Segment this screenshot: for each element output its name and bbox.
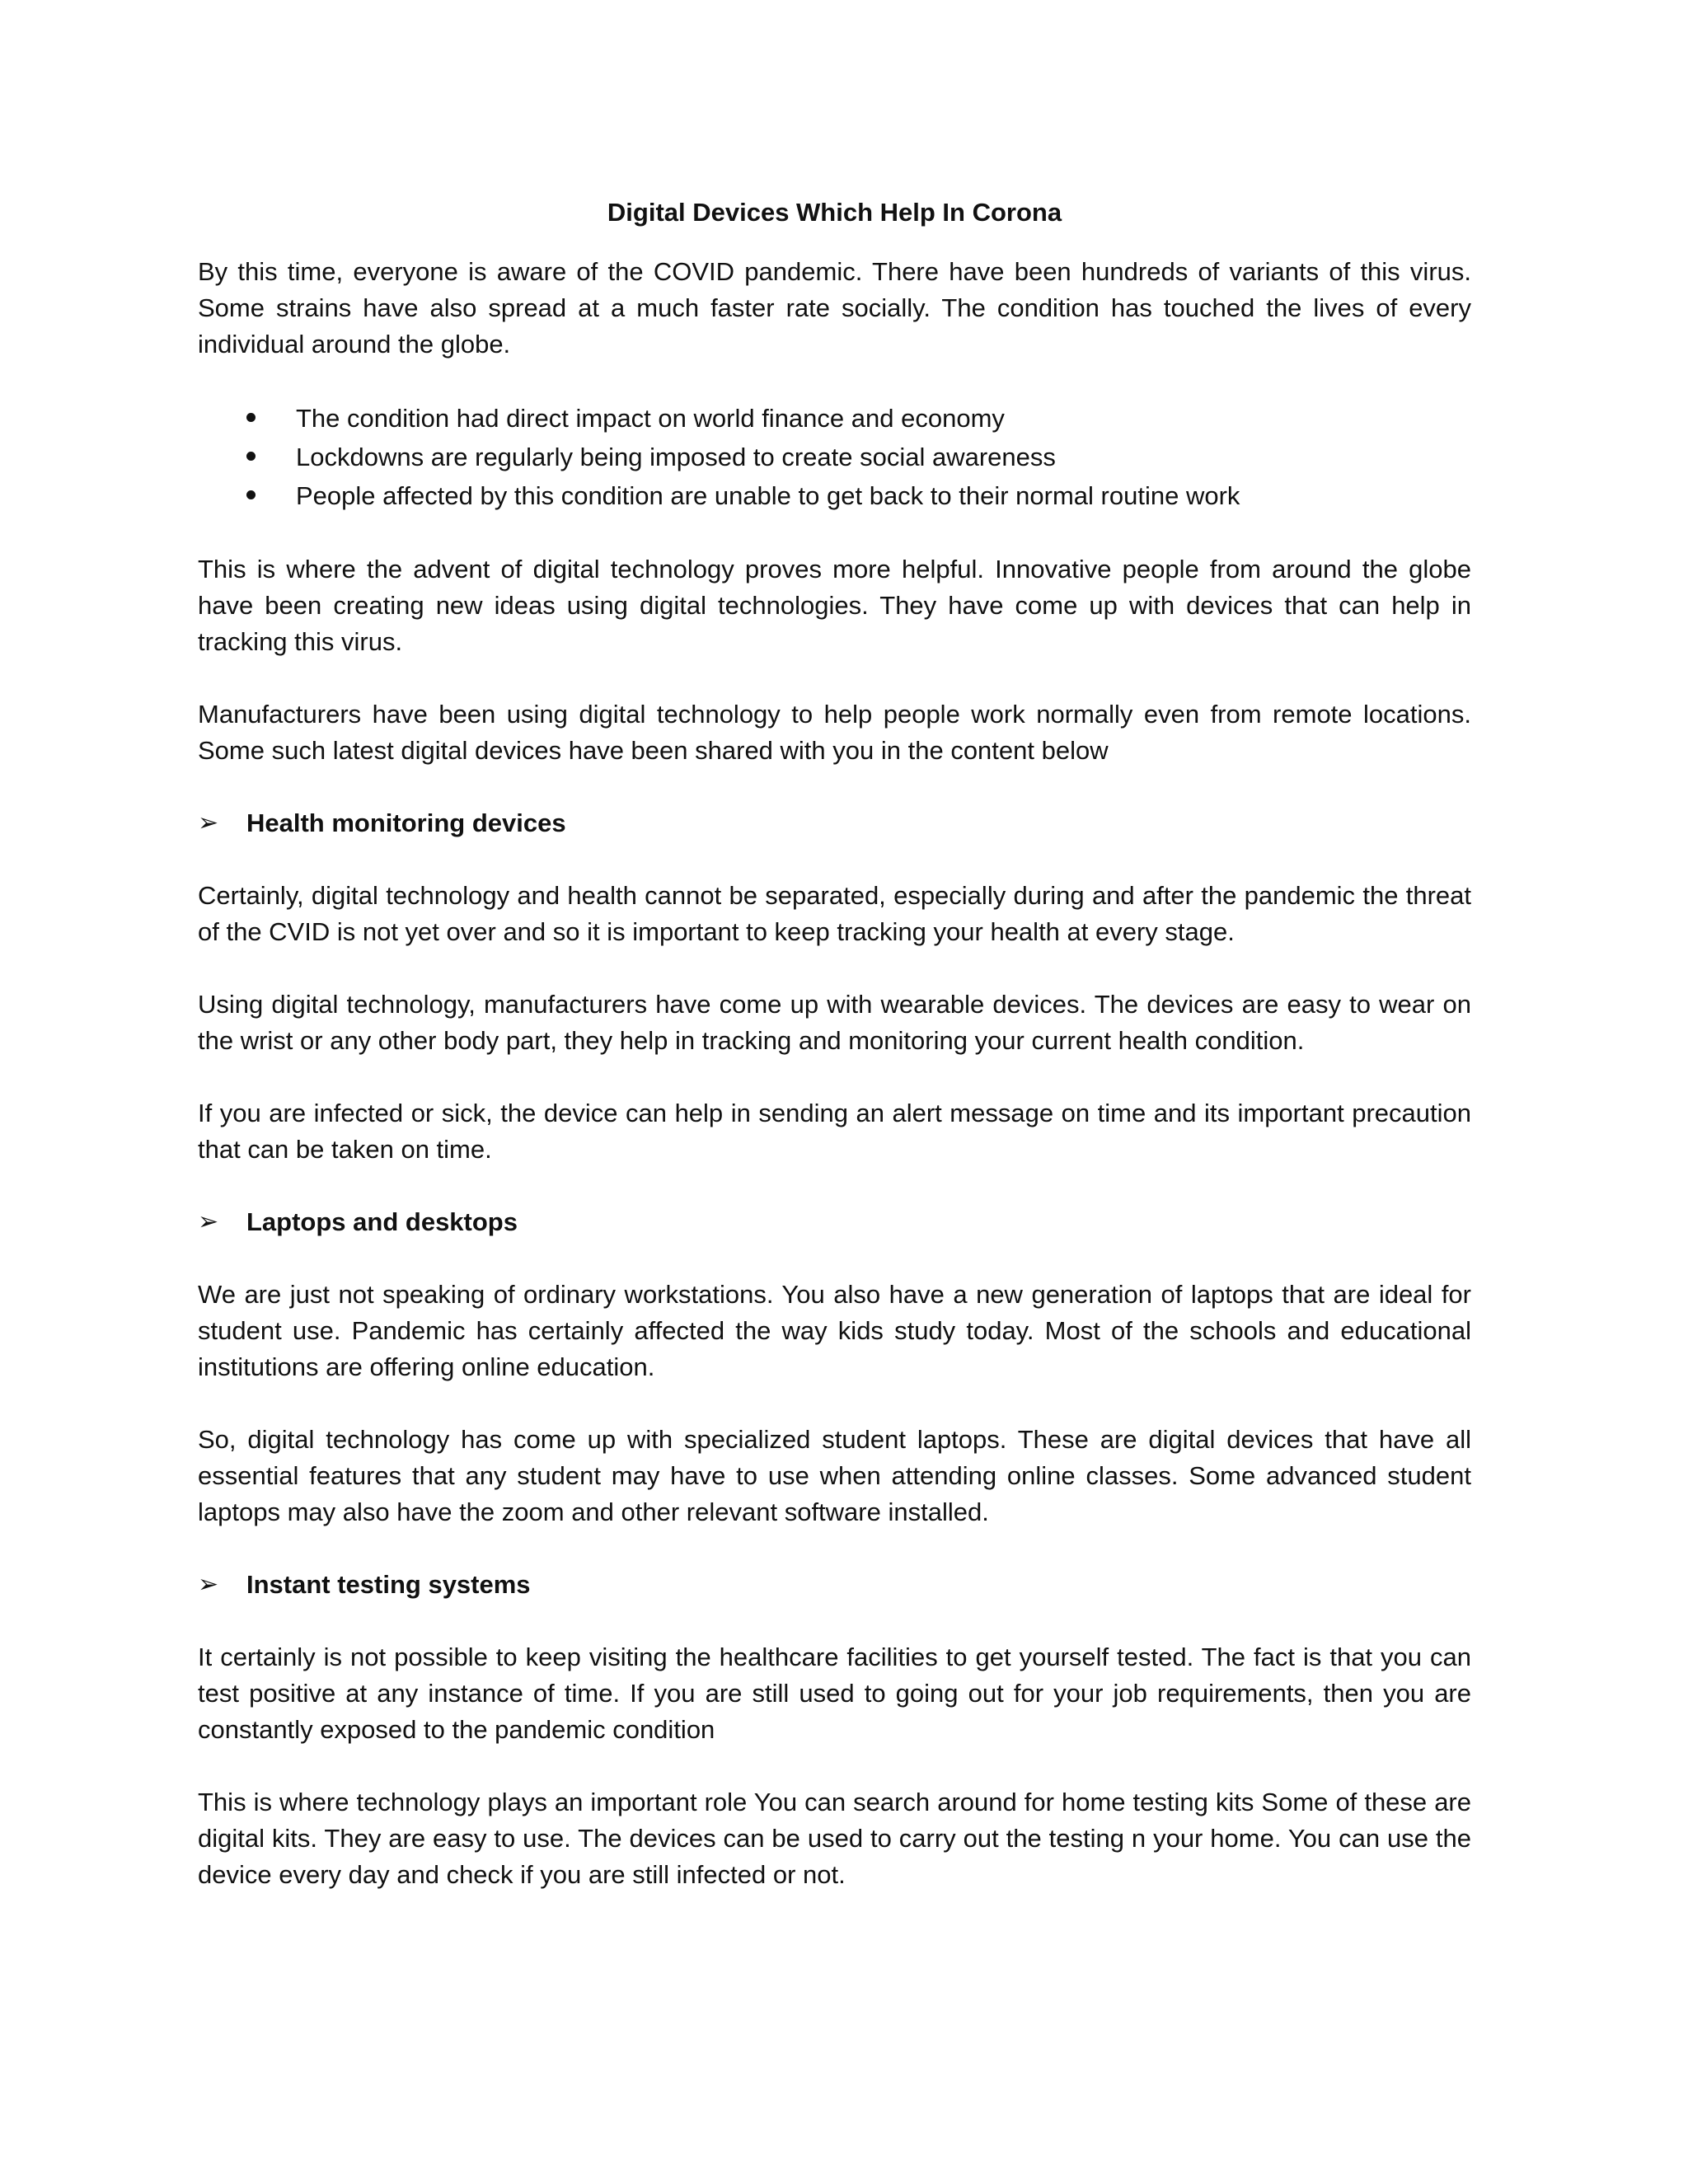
list-item-text: The condition had direct impact on world finance and economy <box>296 404 1005 433</box>
document-page <box>198 194 1471 1929</box>
section-heading-health-monitoring <box>198 805 1471 841</box>
arrowhead-icon: ➢ <box>198 1208 219 1235</box>
section-heading-instant-testing <box>198 1567 1471 1603</box>
section-heading-text: Health monitoring devices <box>246 808 566 837</box>
list-item-text: Lockdowns are regularly being imposed to create social awareness <box>296 443 1056 471</box>
section-heading-text: Instant testing systems <box>246 1570 531 1599</box>
list-item <box>198 399 1471 438</box>
section-paragraph: Certainly, digital technology and health cannot be separated, especially during and after the pandemic the threat of the CVID is not yet over and so it is important to keep tracking your health at every stage. <box>198 881 1471 946</box>
list-item <box>198 476 1471 515</box>
section-paragraph: If you are infected or sick, the device can help in sending an alert message on time and its important precaution that can be taken on time. <box>198 1099 1471 1164</box>
section-paragraph: It certainly is not possible to keep visiting the healthcare facilities to get yourself tested. The fact is that you can test positive at any instance of time. If you are still used to going out for your job requirements, then you are constantly exposed to the pandemic condition <box>198 1643 1471 1744</box>
section-paragraph: We are just not speaking of ordinary workstations. You also have a new generation of laptops that are ideal for student use. Pandemic has certainly affected the way kids study today. Most of the schools and educational institutions are offering online education. <box>198 1280 1471 1381</box>
intro-paragraph: By this time, everyone is aware of the COVID pandemic. There have been hundreds of variants of this virus. Some strains have also spread at a much faster rate socially. The condition has touched the lives of every individual around the globe. <box>198 257 1471 359</box>
section-heading-laptops-desktops <box>198 1204 1471 1240</box>
bullet-dot-icon <box>246 490 256 499</box>
bullet-dot-icon <box>246 413 256 422</box>
arrowhead-icon: ➢ <box>198 809 219 837</box>
list-item-text: People affected by this condition are unable to get back to their normal routine work <box>296 481 1240 510</box>
impact-bullet-list <box>198 399 1471 515</box>
bullet-dot-icon <box>246 452 256 461</box>
section-paragraph: This is where technology plays an important role You can search around for home testing kits Some of these are digital kits. They are easy to use. The devices can be used to carry out the testing n your home. You can use the device every day and check if you are still infected or not. <box>198 1788 1471 1889</box>
arrowhead-icon: ➢ <box>198 1571 219 1598</box>
document-title: Digital Devices Which Help In Corona <box>607 198 1062 227</box>
list-item <box>198 438 1471 476</box>
digital-technology-paragraph: This is where the advent of digital technology proves more helpful. Innovative people from around the globe have been creating new ideas using digital technologies. They have come up with devices that can help in tracking this virus. <box>198 555 1471 656</box>
manufacturers-paragraph: Manufacturers have been using digital technology to help people work normally even from remote locations. Some such latest digital devices have been shared with you in the content below <box>198 700 1471 765</box>
section-heading-text: Laptops and desktops <box>246 1207 518 1236</box>
section-paragraph: So, digital technology has come up with specialized student laptops. These are digital devices that have all essential features that any student may have to use when attending online classes. Some advanced student laptops may also have the zoom and other relevant software installed. <box>198 1425 1471 1526</box>
section-paragraph: Using digital technology, manufacturers have come up with wearable devices. The devices are easy to wear on the wrist or any other body part, they help in tracking and monitoring your current health condition. <box>198 990 1471 1055</box>
